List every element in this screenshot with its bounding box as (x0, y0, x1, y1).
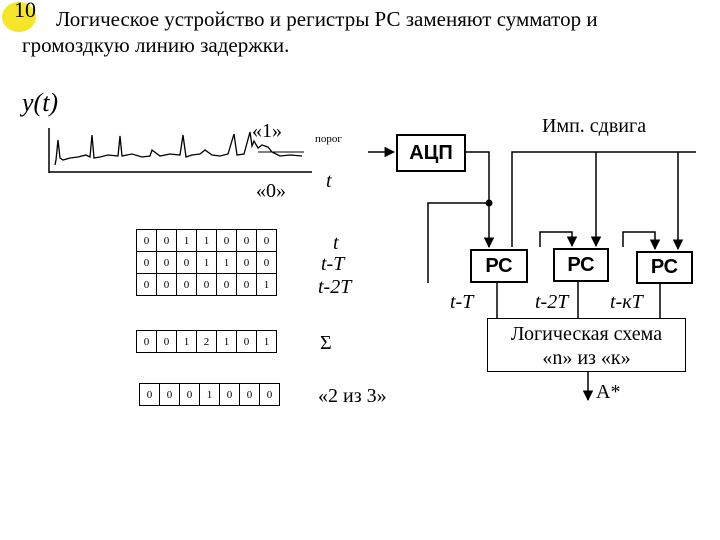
bit-cell: 0 (157, 230, 177, 252)
vote-cell: 0 (180, 384, 200, 406)
reg-chain-1 (540, 232, 572, 247)
bit-cell: 0 (157, 252, 177, 274)
vote-label: «2 из 3» (318, 385, 387, 407)
bit-cell: 0 (177, 252, 197, 274)
bit-cell: 0 (237, 252, 257, 274)
sum-label: Σ (320, 332, 332, 354)
tap-label-t-minus-2T: t-2T (535, 291, 569, 313)
bit-cell: 1 (257, 274, 277, 296)
row-label-t-minus-T: t-T (321, 253, 345, 275)
tap-label-t-minus-kT: t-кT (610, 291, 643, 313)
register-bits-table (136, 229, 277, 296)
signal-y-label: y(t) (22, 88, 59, 117)
bit-cell: 0 (157, 274, 177, 296)
bit-cell: 0 (137, 274, 157, 296)
bit-cell: 0 (257, 230, 277, 252)
zero-level-label: «0» (256, 180, 286, 202)
table-row (137, 331, 277, 353)
logic-circuit-title: Логическая схема (510, 323, 663, 345)
register-k: РС (636, 251, 693, 284)
adc-block: АЦП (396, 134, 466, 172)
bit-cell: 0 (217, 274, 237, 296)
vote-cell: 0 (160, 384, 180, 406)
bit-cell: 1 (197, 230, 217, 252)
bit-cell: 1 (217, 252, 237, 274)
logic-circuit-block (487, 318, 686, 372)
time-axis-label: t (326, 170, 332, 192)
sum-cell: 1 (257, 331, 277, 353)
vote-cell: 0 (140, 384, 160, 406)
row-label-t-minus-2T: t-2T (318, 276, 352, 298)
sum-cell: 1 (177, 331, 197, 353)
logic-circuit-subtitle: «n» из «к» (542, 347, 631, 369)
table-row (137, 274, 277, 296)
table-row (137, 230, 277, 252)
vote-table (139, 383, 280, 406)
adc-to-reg1 (466, 152, 489, 247)
one-level-label: «1» (252, 120, 282, 142)
shift-pulses-label: Имп. сдвига (542, 115, 647, 137)
sum-cell: 0 (137, 331, 157, 353)
slide-heading: Логическое устройство и регистры РС заменяют сумматор и громоздкую линию задержки. (22, 7, 598, 57)
vote-cell: 0 (220, 384, 240, 406)
bit-cell: 0 (197, 274, 217, 296)
bit-cell: 0 (137, 252, 157, 274)
bit-cell: 0 (257, 252, 277, 274)
vote-cell: 1 (200, 384, 220, 406)
sum-cell: 2 (197, 331, 217, 353)
table-row (137, 252, 277, 274)
bit-cell: 1 (177, 230, 197, 252)
threshold-label: порог (315, 133, 342, 145)
bit-cell: 0 (137, 230, 157, 252)
output-label: A* (596, 381, 621, 403)
sum-cell: 0 (237, 331, 257, 353)
tap-label-t-minus-T: t-T (450, 291, 474, 313)
bit-cell: 0 (217, 230, 237, 252)
reg-chain-2 (623, 232, 655, 249)
sum-cell: 0 (157, 331, 177, 353)
vote-cell: 0 (260, 384, 280, 406)
bit-cell: 0 (177, 274, 197, 296)
sum-table (136, 330, 277, 353)
junction-dot (486, 200, 493, 207)
bit-cell: 1 (197, 252, 217, 274)
register-1: РС (470, 249, 528, 283)
sum-cell: 1 (217, 331, 237, 353)
bit-cell: 0 (237, 274, 257, 296)
row-label-t: t (333, 232, 339, 254)
table-row (140, 384, 280, 406)
vote-cell: 0 (240, 384, 260, 406)
bit-cell: 0 (237, 230, 257, 252)
slide-number: 10 (14, 0, 36, 22)
register-2: РС (553, 248, 609, 282)
